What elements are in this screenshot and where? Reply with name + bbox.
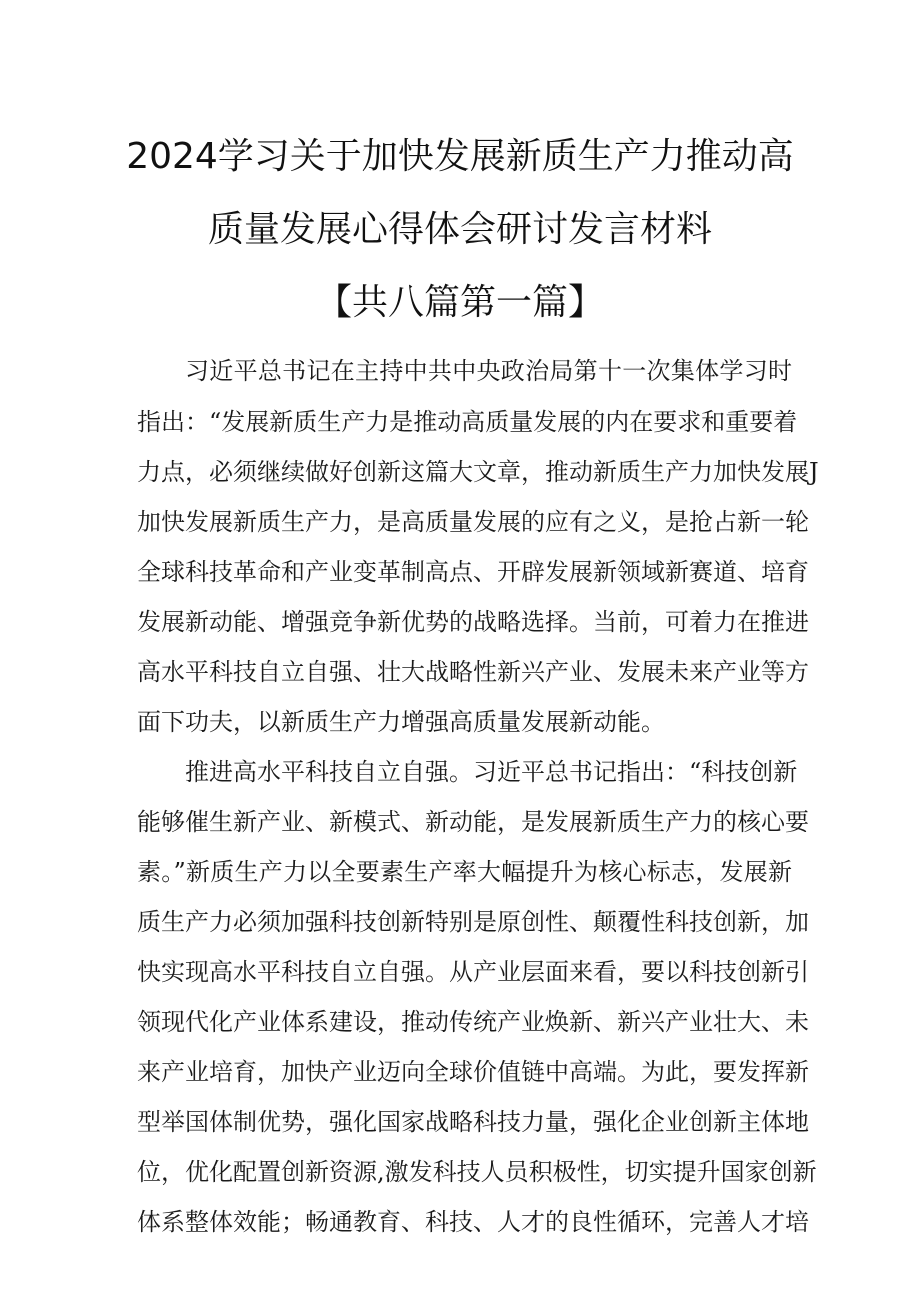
paragraph-line: 面下功夫，以新质生产力增强高质量发展新动能。 bbox=[137, 708, 665, 736]
paragraph-line: 发展新动能、增强竞争新优势的战略选择。当前，可着力在推进 bbox=[137, 608, 809, 636]
paragraph-line: 位，优化配置创新资源,激发科技人员积极性，切实提升国家创新 bbox=[137, 1158, 817, 1186]
paragraph-line: 型举国体制优势，强化国家战略科技力量，强化企业创新主体地 bbox=[137, 1108, 809, 1136]
paragraph-line: 全球科技革命和产业变革制高点、开辟发展新领域新赛道、培育 bbox=[137, 558, 809, 586]
paragraph-line: 素。”新质生产力以全要素生产率大幅提升为核心标志，发展新 bbox=[137, 858, 792, 886]
paragraph-line: 体系整体效能；畅通教育、科技、人才的良性循环，完善人才培 bbox=[137, 1208, 809, 1236]
paragraph-line: 习近平总书记在主持中共中央政治局第十一次集体学习时 bbox=[185, 357, 792, 385]
paragraph-line: 领现代化产业体系建设，推动传统产业焕新、新兴产业壮大、未 bbox=[137, 1008, 809, 1036]
document-title-line-2: 质量发展心得体会研讨发言材料 bbox=[207, 209, 712, 250]
paragraph-line: 推进高水平科技自立自强。习近平总书记指出：“科技创新 bbox=[185, 758, 798, 786]
paragraph-line: 来产业培育，加快产业迈向全球价值链中高端。为此，要发挥新 bbox=[137, 1058, 809, 1086]
document-title-line-1: 2024学习关于加快发展新质生产力推动高 bbox=[126, 136, 794, 177]
paragraph-line: 质生产力必须加强科技创新特别是原创性、颠覆性科技创新，加 bbox=[137, 908, 809, 936]
paragraph-line: 高水平科技自立自强、壮大战略性新兴产业、发展未来产业等方 bbox=[137, 658, 809, 686]
paragraph-line: 加快发展新质生产力，是高质量发展的应有之义，是抢占新一轮 bbox=[137, 508, 809, 536]
paragraph-line: 能够催生新产业、新模式、新动能，是发展新质生产力的核心要 bbox=[137, 808, 809, 836]
paragraph-line: 指出：“发展新质生产力是推动高质量发展的内在要求和重要着 bbox=[137, 408, 798, 436]
paragraph-line: 快实现高水平科技自立自强。从产业层面来看，要以科技创新引 bbox=[137, 958, 809, 986]
paragraph-line: 力点，必须继续做好创新这篇大文章，推动新质生产力加快发展J bbox=[137, 458, 819, 486]
document-subtitle: 【共八篇第一篇】 bbox=[315, 282, 604, 323]
